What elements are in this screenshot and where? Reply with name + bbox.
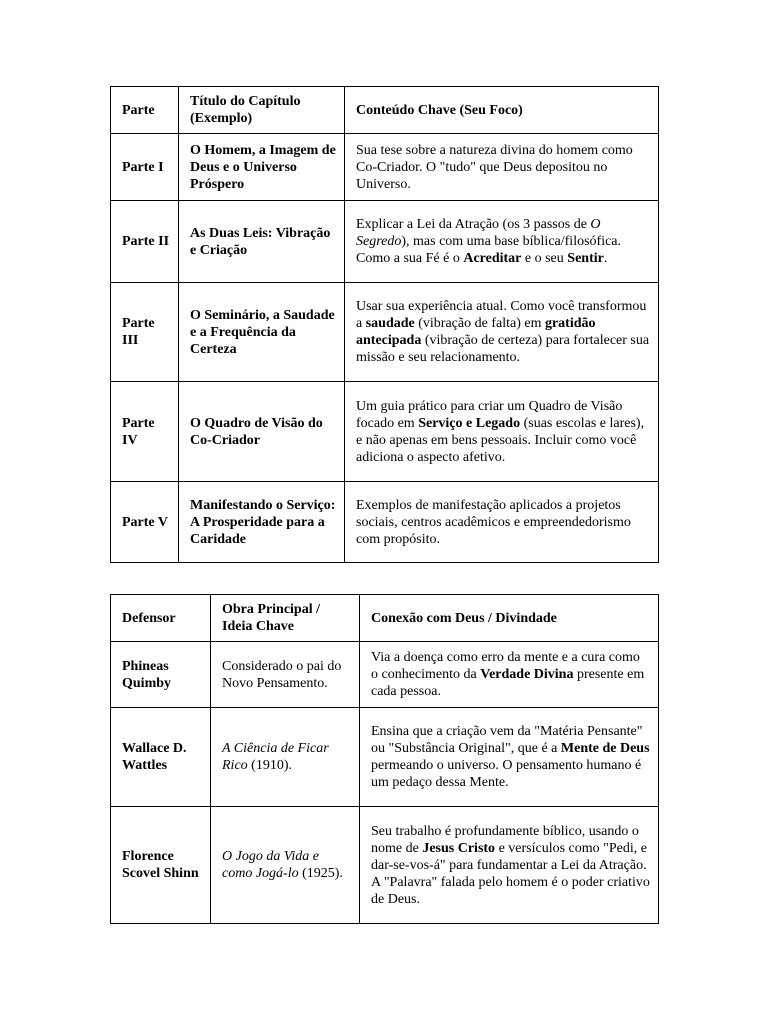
connection-cell <box>360 708 659 807</box>
text-run: Explicar a Lei da Atração (os 3 passos de <box>356 217 591 232</box>
text-run: Considerado o pai do Novo Pensamento. <box>222 658 342 691</box>
table-row <box>111 708 659 807</box>
chapter-title-cell: Manifestando o Serviço: A Prosperidade para a Caridade <box>179 482 345 563</box>
bold-text-run: Verdade Divina <box>480 667 574 682</box>
connection-cell <box>360 807 659 924</box>
chapter-title-cell: As Duas Leis: Vibração e Criação <box>179 201 345 283</box>
italic-text-run: O Jogo da Vida e como Jogá-lo <box>222 849 319 881</box>
text-run: (1925). <box>298 866 343 881</box>
text-run: Usar sua experiência atual. Como você transformou a <box>356 299 647 331</box>
table-header-row <box>111 595 659 642</box>
key-content-cell <box>345 201 659 283</box>
table-row <box>111 201 659 283</box>
text-run: Seu trabalho é profundamente bíblico, usando o nome de <box>371 823 639 856</box>
connection-cell <box>360 642 659 708</box>
proponent-name-cell: Phineas Quimby <box>111 642 211 708</box>
table-header-row <box>111 87 659 134</box>
proponents-table <box>110 594 659 924</box>
chapters-table <box>110 86 659 563</box>
main-work-cell <box>211 807 360 924</box>
part-cell: Parte II <box>111 201 179 283</box>
italic-text-run: A Ciência de Ficar Rico <box>222 741 329 773</box>
text-run: Exemplos de manifestação aplicados a projetos sociais, centros acadêmicos e empreendedorismo com propósito. <box>356 497 631 547</box>
key-content-cell <box>345 482 659 563</box>
italic-text-run: O Segredo <box>356 217 601 249</box>
chapter-title-cell: O Quadro de Visão do Co-Criador <box>179 382 345 482</box>
proponent-name-cell: Florence Scovel Shinn <box>111 807 211 924</box>
text-run: Um guia prático para criar um Quadro de Visão focado em <box>356 398 623 431</box>
chapter-title-cell: O Seminário, a Saudade e a Frequência da Certeza <box>179 283 345 382</box>
text-run: (vibração de certeza) para fortalecer sua missão e seu relacionamento. <box>356 333 650 365</box>
proponent-name-cell: Wallace D. Wattles <box>111 708 211 807</box>
text-run: presente em cada pessoa. <box>371 667 645 699</box>
text-run: ), mas com uma base bíblica/filosófica. Como a sua Fé é o <box>356 234 622 266</box>
header-key-content: Conteúdo Chave (Seu Foco) <box>345 87 659 134</box>
text-run: Via a doença como erro da mente e a cura como o conhecimento da <box>371 650 640 682</box>
text-run: e versículos como "Pedi, e dar-se-vos-á" para fundamentar a Lei da Atração. A "Palavra" falada pelo homem é o poder criativo de Deus. <box>371 840 650 907</box>
text-run: (vibração de falta) em <box>414 316 545 331</box>
header-connection: Conexão com Deus / Divindade <box>360 595 659 642</box>
table-row <box>111 807 659 924</box>
bold-text-run: gratidão antecipada <box>356 316 596 348</box>
text-run: e o seu <box>521 251 568 266</box>
main-work-cell <box>211 708 360 807</box>
text-run: (suas escolas e lares), e não apenas em bens pessoais. Incluir como você adiciona o aspecto afetivo. <box>356 415 645 465</box>
header-chapter-title: Título do Capítulo (Exemplo) <box>179 87 345 134</box>
header-part: Parte <box>111 87 179 134</box>
chapter-title-cell: O Homem, a Imagem de Deus e o Universo Próspero <box>179 134 345 201</box>
header-main-work: Obra Principal / Ideia Chave <box>211 595 360 642</box>
bold-text-run: saudade <box>365 316 415 331</box>
key-content-cell <box>345 283 659 382</box>
text-run: Sua tese sobre a natureza divina do homem como Co-Criador. O "tudo" que Deus depositou no Universo. <box>356 142 633 192</box>
bold-text-run: Sentir <box>567 251 604 266</box>
key-content-cell <box>345 134 659 201</box>
text-run: Ensina que a criação vem da "Matéria Pensante" ou "Substância Original", que é a <box>371 724 643 756</box>
part-cell: Parte IV <box>111 382 179 482</box>
table-row <box>111 482 659 563</box>
text-run: . <box>603 251 608 266</box>
table-row <box>111 642 659 708</box>
table-row <box>111 382 659 482</box>
table-row <box>111 283 659 382</box>
header-proponent: Defensor <box>111 595 211 642</box>
bold-text-run: Serviço e Legado <box>418 415 521 431</box>
main-work-cell <box>211 642 360 708</box>
text-run: (1910). <box>247 758 292 773</box>
part-cell: Parte III <box>111 283 179 382</box>
text-run: permeando o universo. O pensamento humano é um pedaço dessa Mente. <box>371 758 642 790</box>
key-content-cell <box>345 382 659 482</box>
bold-text-run: Acreditar <box>463 251 522 266</box>
bold-text-run: Jesus Cristo <box>422 840 496 856</box>
part-cell: Parte I <box>111 134 179 201</box>
table-row <box>111 134 659 201</box>
part-cell: Parte V <box>111 482 179 563</box>
bold-text-run: Mente de Deus <box>560 741 650 756</box>
